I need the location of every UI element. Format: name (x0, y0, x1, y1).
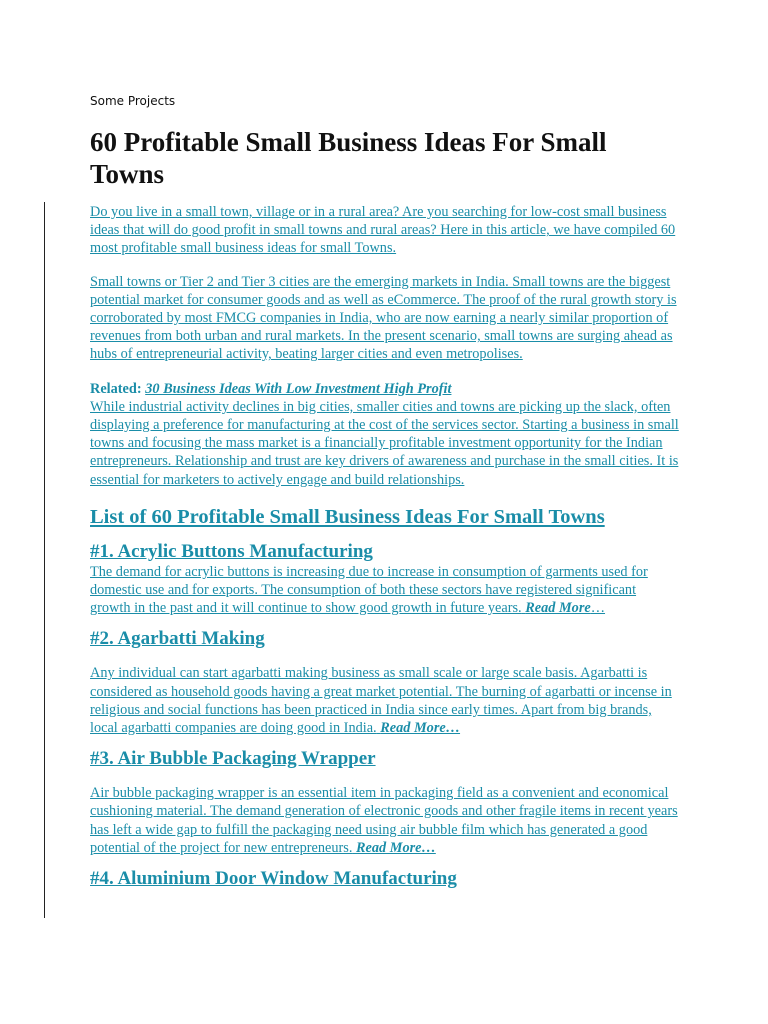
intro-paragraph[interactable]: Do you live in a small town, village or in a rural area? Are you searching for low-cost small business ideas that will do good profit in small towns and rural areas? Here in this article, we have compiled 60 most profitable small business ideas for small Towns. (90, 204, 676, 257)
read-more-link-1[interactable]: Read More (525, 600, 591, 617)
related-line (90, 380, 680, 398)
markets-paragraph[interactable]: Small towns or Tier 2 and Tier 3 cities are the emerging markets in India. Small towns are the biggest potential market for consumer goods and as well as eCommerce. The proof of the rural growth story is corroborated by most FMCG companies in India, who are now earning a nearly similar proportion of revenues from both urban and rural markets. In the present scenario, small towns are surging ahead as hubs of entrepreneurial activity, beating larger cities and even metropolises. (90, 273, 677, 363)
idea-heading-4[interactable]: #4. Aluminium Door Window Manufacturing (90, 868, 457, 890)
related-link[interactable]: 30 Business Ideas With Low Investment High Profit (145, 380, 452, 397)
read-more-ellipsis-1: … (590, 600, 606, 617)
idea-heading-2[interactable]: #2. Agarbatti Making (90, 628, 265, 650)
idea-text-2: Any individual can start agarbatti making business as small scale or large scale basis. Agarbatti is considered as household goods having a great market potential. The burning of agarbatti or incense in religious and social functions has been practiced in India since early times. Apart from big brands, local agarbatti companies are doing good in India. (90, 665, 672, 737)
idea-body-2[interactable] (90, 664, 680, 737)
margin-rule (44, 202, 45, 918)
read-more-link-2[interactable]: Read More… (380, 720, 461, 737)
idea-body-1[interactable] (90, 563, 680, 618)
idea-text-3: Air bubble packaging wrapper is an essential item in packaging field as a convenient and economical cushioning material. The demand generation of electronic goods and other fragile items in recent years has left a wide gap to fulfill the packaging need using air bubble film which has generated a good potential of the project for new entrepreneurs. (90, 785, 678, 856)
section-kicker: Some Projects (90, 94, 176, 108)
related-label: Related: (90, 380, 142, 397)
read-more-link-3[interactable]: Read More… (355, 839, 436, 856)
industry-paragraph[interactable]: While industrial activity declines in big cities, smaller cities and towns are picking up the slack, often displaying a preference for manufacturing at the cost of the services sector. Starting a business in small towns and focusing the mass market is a financially profitable investment opportunity for the Indian entrepreneurs. Relationship and trust are key drivers of awareness and purchase in the small cities. It is essential for marketers to actively engage and build relationships. (90, 398, 679, 488)
list-heading[interactable]: List of 60 Profitable Small Business Ideas For Small Towns (90, 505, 605, 528)
idea-heading-3[interactable]: #3. Air Bubble Packaging Wrapper (90, 748, 376, 770)
article-title: 60 Profitable Small Business Ideas For Small Towns (90, 127, 607, 189)
idea-heading-1[interactable]: #1. Acrylic Buttons Manufacturing (90, 540, 373, 562)
idea-body-3[interactable] (90, 784, 680, 857)
article-body (90, 203, 680, 890)
idea-text-1: The demand for acrylic buttons is increasing due to increase in consumption of garments used for domestic use and for exports. The consumption of both these sectors have registered significant growth in the past and it will continue to show good growth in future years. (90, 563, 648, 617)
